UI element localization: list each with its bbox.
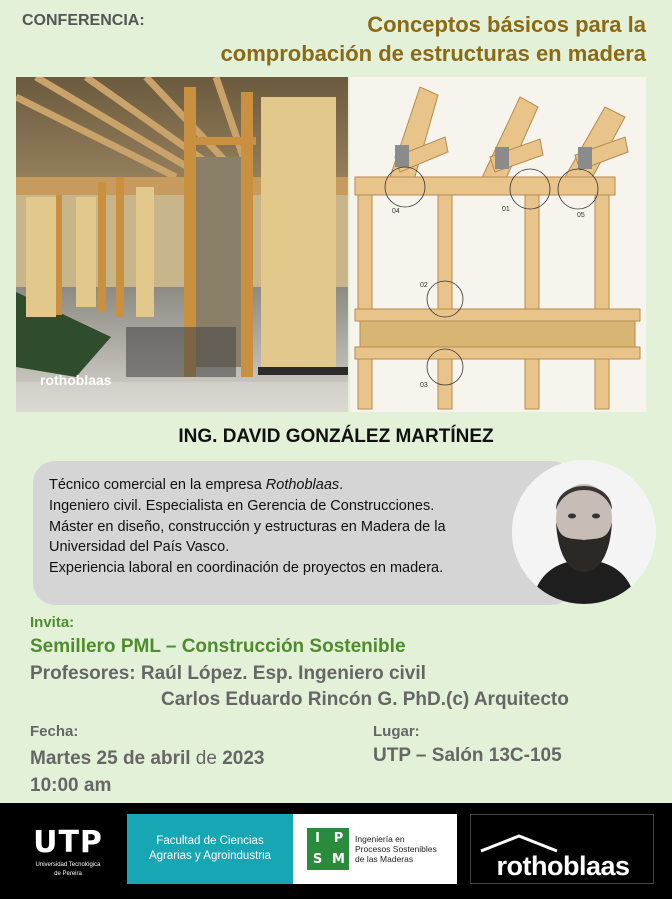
company-name: Rothoblaas xyxy=(265,477,340,493)
speaker-photo xyxy=(512,460,656,604)
ipsm-mark: I P S M xyxy=(307,828,349,870)
bio-line: Máster en diseño, construcción y estructuras en Madera de la xyxy=(49,518,446,535)
title-line-2: comprobación de estructuras en madera xyxy=(220,41,646,66)
detail-label: 01 xyxy=(502,206,510,213)
detail-label: 02 xyxy=(420,282,428,289)
event-date: Martes 25 de abril de 2023 10:00 am xyxy=(30,745,264,799)
speaker-name: ING. DAVID GONZÁLEZ MARTÍNEZ xyxy=(178,426,494,447)
event-time: 10:00 am xyxy=(30,775,112,796)
rothoblaas-watermark: rothoblaas xyxy=(40,372,112,388)
structural-diagram xyxy=(350,77,646,412)
detail-label: 03 xyxy=(420,382,428,389)
conference-label: CONFERENCIA: xyxy=(22,12,145,29)
place-label: Lugar: xyxy=(373,723,420,740)
date-label: Fecha: xyxy=(30,723,79,740)
bio-line: Ingeniero civil. Especialista en Gerencia de Construcciones. xyxy=(49,497,435,514)
host-group: Semillero PML – Construcción Sostenible xyxy=(30,636,406,657)
footer-logos xyxy=(0,803,672,899)
rothoblaas-logo: rothoblaas xyxy=(470,814,654,884)
professors-line-1: Profesores: Raúl López. Esp. Ingeniero civil xyxy=(30,663,426,684)
facultad-logo: Facultad de Ciencias Agrarias y Agroindustria xyxy=(127,814,293,884)
invite-label: Invita: xyxy=(30,614,75,631)
detail-label: 04 xyxy=(392,208,400,215)
speaker-bio xyxy=(33,461,573,605)
page-title xyxy=(221,10,646,68)
timber-frame-photo xyxy=(16,77,348,412)
professors-line-2: Carlos Eduardo Rincón G. PhD.(c) Arquitecto xyxy=(161,689,569,710)
title-line-1: Conceptos básicos para la xyxy=(367,12,646,37)
bio-line: Técnico comercial en la empresa Rothoblaas. xyxy=(49,477,344,493)
event-place: UTP – Salón 13C-105 xyxy=(373,745,562,766)
detail-label: 05 xyxy=(577,212,585,219)
bio-line: Experiencia laboral en coordinación de proyectos en madera. xyxy=(49,560,444,577)
utp-logo: UTP Universidad Tecnológica de Pereira xyxy=(33,825,103,877)
roof-icon xyxy=(479,833,559,853)
ipsm-logo: I P S M Ingeniería en Procesos Sostenibles de las Maderas xyxy=(293,814,457,884)
bio-line: Universidad del País Vasco. xyxy=(49,539,230,556)
